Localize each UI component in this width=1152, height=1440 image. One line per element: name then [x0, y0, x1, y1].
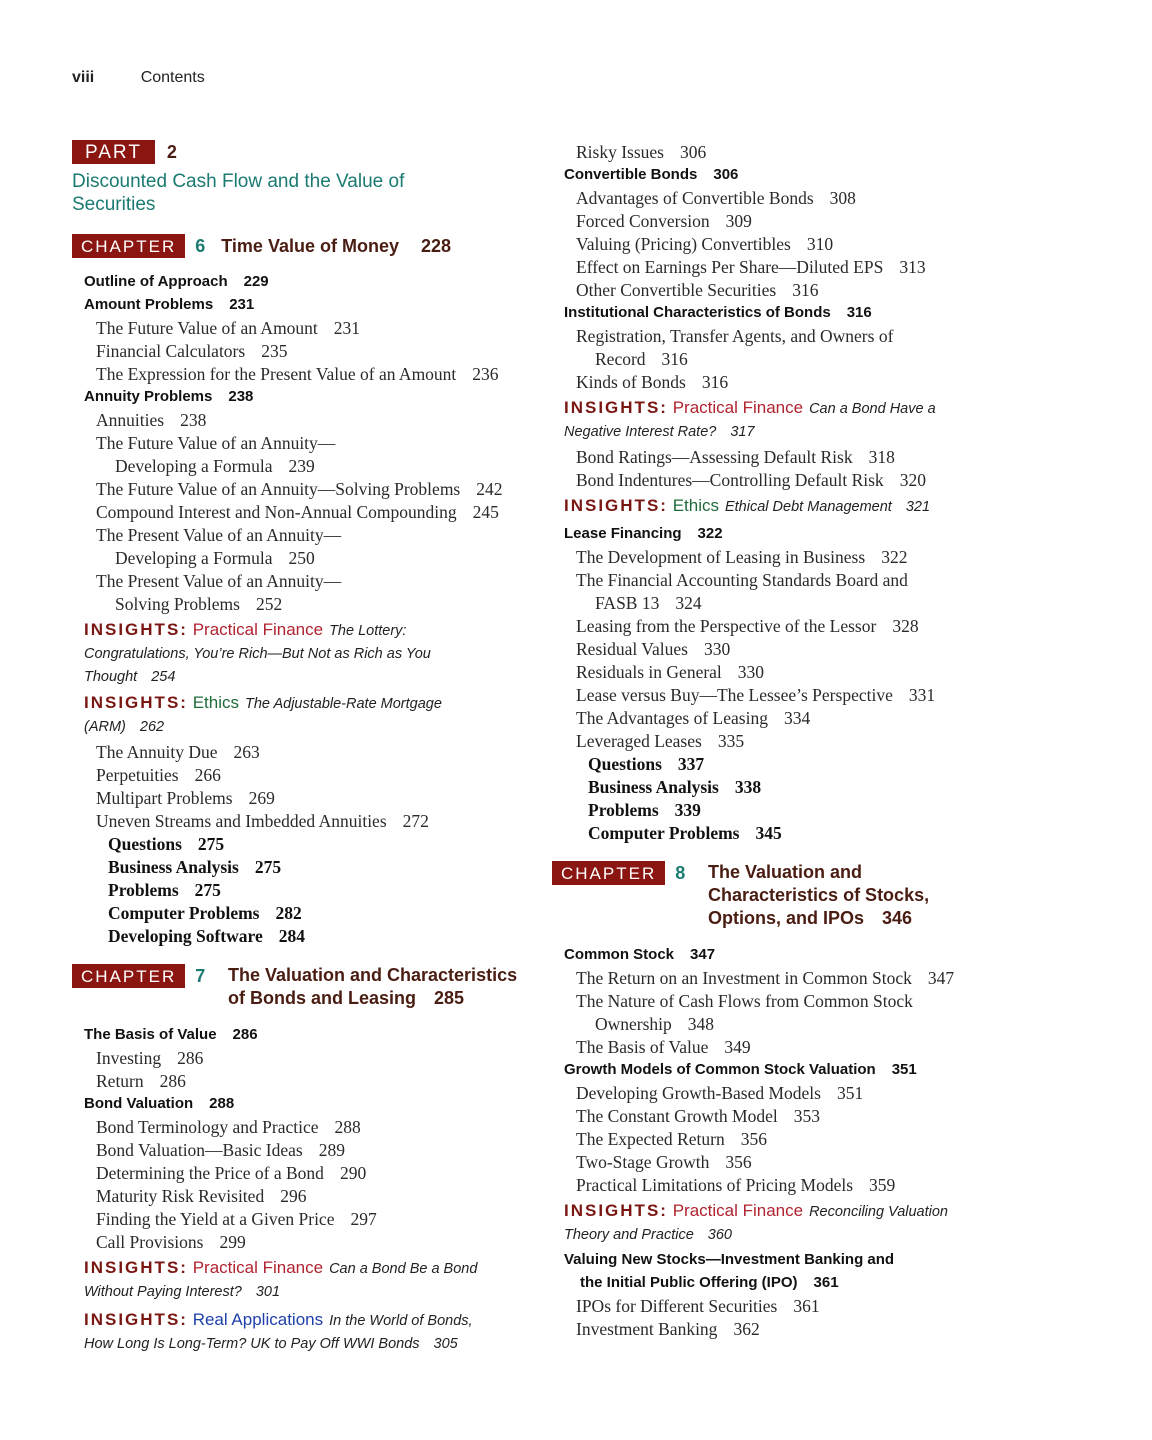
toc-entry[interactable]: Perpetuities 266	[96, 765, 221, 785]
part-title-line1: Discounted Cash Flow and the Value of	[72, 171, 405, 192]
toc-entry[interactable]: Lease Financing 322	[564, 525, 723, 542]
toc-entry[interactable]: Uneven Streams and Imbedded Annuities 272	[96, 811, 429, 831]
toc-entry[interactable]: Investing 286	[96, 1048, 204, 1068]
toc-entry[interactable]: the Initial Public Offering (IPO) 361	[580, 1274, 839, 1291]
toc-entry[interactable]: Amount Problems 231	[84, 296, 255, 313]
toc-entry[interactable]: The Future Value of an Annuity—Solving Problems 242	[96, 479, 503, 499]
toc-entry[interactable]: Kinds of Bonds 316	[576, 372, 729, 392]
chapter-8-heading	[552, 861, 685, 885]
toc-entry[interactable]: The Annuity Due 263	[96, 742, 260, 762]
toc-entry[interactable]: Common Stock 347	[564, 946, 716, 963]
toc-entry[interactable]: Developing Software 284	[108, 926, 305, 946]
toc-entry[interactable]: Registration, Transfer Agents, and Owners of	[576, 326, 894, 346]
part-label: PART	[72, 140, 155, 164]
toc-entry[interactable]: Residuals in General 330	[576, 662, 765, 682]
chapter-title-line3: Options, and IPOs 346	[708, 908, 913, 928]
toc-entry[interactable]: The Advantages of Leasing 334	[576, 708, 811, 728]
toc-entry[interactable]: Business Analysis 338	[588, 777, 762, 797]
toc-entry[interactable]: Effect on Earnings Per Share—Diluted EPS 313	[576, 257, 926, 277]
insight-box[interactable]: INSIGHTS: Real Applications In the World of Bonds, How Long Is Long-Term? UK to Pay Off WWI Bonds 305	[84, 1310, 473, 1352]
part-number: 2	[166, 142, 177, 162]
chapter-label: CHAPTER	[72, 234, 185, 258]
toc-entry[interactable]: Developing a Formula 250	[115, 548, 315, 568]
toc-entry[interactable]: The Return on an Investment in Common Stock 347	[576, 968, 955, 988]
toc-entry[interactable]: Questions 275	[108, 834, 225, 854]
toc-entry[interactable]: The Future Value of an Annuity—	[96, 433, 336, 453]
toc-entry[interactable]: Financial Calculators 235	[96, 341, 288, 361]
toc-entry[interactable]: Valuing (Pricing) Convertibles 310	[576, 234, 834, 254]
chapter-number: 7	[195, 966, 206, 986]
toc-entry[interactable]: Bond Ratings—Assessing Default Risk 318	[576, 447, 895, 467]
chapter-6-heading	[72, 234, 451, 258]
toc-entry[interactable]: Practical Limitations of Pricing Models 359	[576, 1175, 896, 1195]
toc-entry[interactable]: Forced Conversion 309	[576, 211, 752, 231]
toc-entry[interactable]: Developing a Formula 239	[115, 456, 315, 476]
chapter-title-line2: Characteristics of Stocks,	[708, 885, 930, 905]
insight-box[interactable]: INSIGHTS: Practical Finance Can a Bond Have a Negative Interest Rate? 317	[564, 398, 936, 440]
toc-entry[interactable]: Record 316	[595, 349, 688, 369]
toc-entry[interactable]: Solving Problems 252	[115, 594, 283, 614]
toc-entry[interactable]: Growth Models of Common Stock Valuation 351	[564, 1061, 917, 1078]
toc-entry[interactable]: IPOs for Different Securities 361	[576, 1296, 820, 1316]
toc-entry[interactable]: Call Provisions 299	[96, 1232, 246, 1252]
toc-entry[interactable]: Valuing New Stocks—Investment Banking and	[564, 1251, 895, 1268]
part-heading	[72, 140, 177, 164]
toc-entry[interactable]: Institutional Characteristics of Bonds 316	[564, 304, 872, 321]
toc-entry[interactable]: Computer Problems 282	[108, 903, 302, 923]
header-title: Contents	[140, 69, 205, 86]
chapter-7-heading	[72, 964, 205, 988]
toc-entry[interactable]: Bond Valuation—Basic Ideas 289	[96, 1140, 345, 1160]
toc-entry[interactable]: Leasing from the Perspective of the Lessor 328	[576, 616, 919, 636]
chapter-title-line1: The Valuation and	[708, 862, 863, 882]
toc-entry[interactable]: Bond Terminology and Practice 288	[96, 1117, 361, 1137]
chapter-label: CHAPTER	[552, 861, 665, 885]
toc-entry[interactable]: The Expected Return 356	[576, 1129, 767, 1149]
toc-entry[interactable]: Questions 337	[588, 754, 705, 774]
toc-entry[interactable]: Computer Problems 345	[588, 823, 782, 843]
toc-entry[interactable]: Developing Growth-Based Models 351	[576, 1083, 864, 1103]
toc-entry[interactable]: Investment Banking 362	[576, 1319, 760, 1339]
toc-entry[interactable]: The Basis of Value 286	[84, 1026, 258, 1043]
toc-entry[interactable]: Convertible Bonds 306	[564, 166, 739, 183]
toc-entry[interactable]: Business Analysis 275	[108, 857, 282, 877]
insight-box[interactable]: INSIGHTS: Ethics The Adjustable-Rate Mortgage (ARM) 262	[84, 693, 442, 735]
toc-entry[interactable]: Finding the Yield at a Given Price 297	[96, 1209, 377, 1229]
toc-entry[interactable]: Other Convertible Securities 316	[576, 280, 819, 300]
toc-entry[interactable]: Two-Stage Growth 356	[576, 1152, 752, 1172]
toc-entry[interactable]: The Financial Accounting Standards Board and	[576, 570, 908, 590]
chapter-number: 8	[675, 863, 686, 883]
page-number: viii	[72, 69, 95, 86]
toc-entry[interactable]: The Constant Growth Model 353	[576, 1106, 820, 1126]
toc-entry[interactable]: The Present Value of an Annuity—	[96, 525, 342, 545]
toc-entry[interactable]: Bond Valuation 288	[84, 1095, 235, 1112]
toc-entry[interactable]: Multipart Problems 269	[96, 788, 275, 808]
insight-box[interactable]: INSIGHTS: Practical Finance The Lottery: Congratulations, You’re Rich—But Not as Rich as You Thought 254	[84, 620, 431, 685]
toc-entry[interactable]: Risky Issues 306	[576, 142, 707, 162]
page-header	[72, 69, 205, 87]
part-title-line2: Securities	[72, 194, 156, 215]
toc-entry[interactable]: Return 286	[96, 1071, 186, 1091]
toc-entry[interactable]: Bond Indentures—Controlling Default Risk 320	[576, 470, 926, 490]
insight-box[interactable]: INSIGHTS: Practical Finance Reconciling Valuation Theory and Practice 360	[564, 1201, 948, 1243]
toc-entry[interactable]: The Development of Leasing in Business 322	[576, 547, 908, 567]
toc-entry[interactable]: Lease versus Buy—The Lessee’s Perspective 331	[576, 685, 936, 705]
chapter-title-line1: The Valuation and Characteristics	[228, 965, 518, 985]
toc-entry[interactable]: The Future Value of an Amount 231	[96, 318, 361, 338]
toc-entry[interactable]: FASB 13 324	[595, 593, 702, 613]
chapter-label: CHAPTER	[72, 964, 185, 988]
toc-entry[interactable]: Maturity Risk Revisited 296	[96, 1186, 307, 1206]
toc-entry[interactable]: Outline of Approach 229	[84, 273, 269, 290]
toc-entry[interactable]: Ownership 348	[595, 1014, 715, 1034]
toc-entry[interactable]: Advantages of Convertible Bonds 308	[576, 188, 856, 208]
toc-entry[interactable]: Problems 275	[108, 880, 221, 900]
toc-entry[interactable]: The Nature of Cash Flows from Common Stock	[576, 991, 913, 1011]
toc-entry[interactable]: Annuity Problems 238	[84, 388, 254, 405]
toc-entry[interactable]: Compound Interest and Non-Annual Compounding 245	[96, 502, 499, 522]
insight-box[interactable]: INSIGHTS: Practical Finance Can a Bond Be a Bond Without Paying Interest? 301	[84, 1258, 478, 1300]
toc-entry[interactable]: Determining the Price of a Bond 290	[96, 1163, 367, 1183]
toc-entry[interactable]: The Basis of Value 349	[576, 1037, 751, 1057]
chapter-page: 228	[420, 236, 452, 256]
insight-box[interactable]: INSIGHTS: Ethics Ethical Debt Management 321	[564, 496, 931, 515]
toc-entry[interactable]: Annuities 238	[96, 410, 207, 430]
toc-entry[interactable]: Residual Values 330	[576, 639, 731, 659]
chapter-title-line2: of Bonds and Leasing 285	[228, 988, 465, 1008]
toc-entry[interactable]: The Present Value of an Annuity—	[96, 571, 342, 591]
toc-entry[interactable]: The Expression for the Present Value of an Amount 236	[96, 364, 499, 384]
toc-entry[interactable]: Leveraged Leases 335	[576, 731, 745, 751]
chapter-number: 6	[195, 236, 206, 256]
toc-entry[interactable]: Problems 339	[588, 800, 701, 820]
chapter-title: Time Value of Money	[221, 236, 399, 256]
